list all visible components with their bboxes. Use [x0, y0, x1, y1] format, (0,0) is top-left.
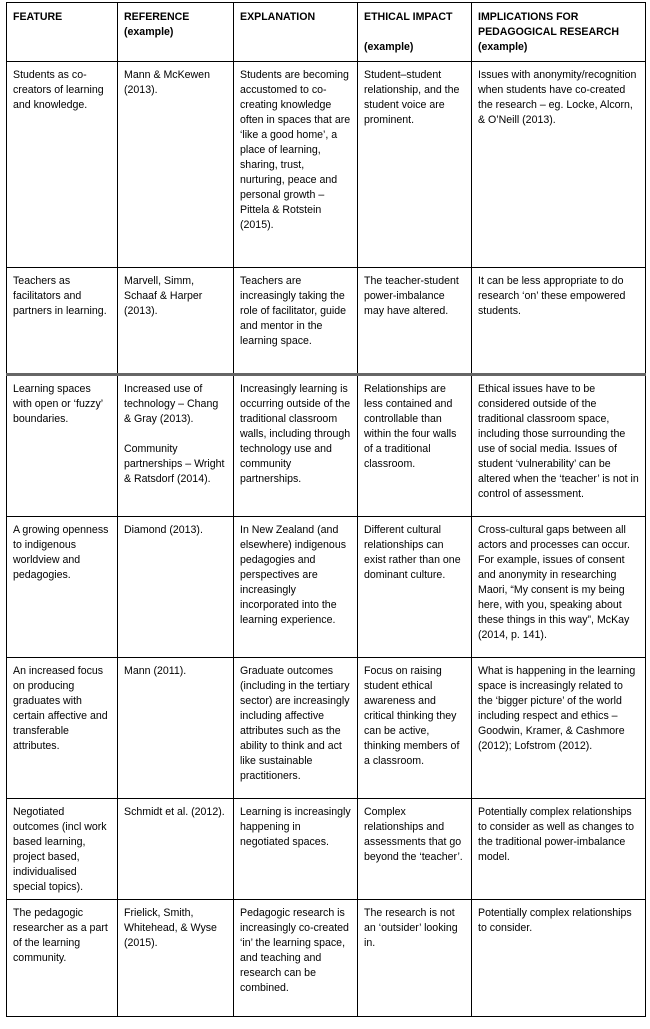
- header-feature: FEATURE: [7, 3, 118, 62]
- ethics-table: [6, 2, 646, 1017]
- cell-explanation: Pedagogic research is increasingly co-created ‘in’ the learning space, and teaching and research can be combined.: [234, 900, 358, 1017]
- cell-explanation: Learning is increasingly happening in negotiated spaces.: [234, 799, 358, 900]
- cell-ethical-impact: Student–student relationship, and the student voice are prominent.: [358, 62, 472, 268]
- cell-explanation: Teachers are increasingly taking the role of facilitator, guide and mentor in the learning space.: [234, 268, 358, 375]
- cell-implications: Cross-cultural gaps between all actors and processes can occur. For example, issues of consent and anonymity in researching Maori, “My consent is my being here, with you, speaking about these things in this way”, McKay (2014, p. 141).: [472, 517, 646, 658]
- table-row: [7, 799, 646, 900]
- cell-ethical-impact: Focus on raising student ethical awareness and critical thinking they can be active, thinking members of a classroom.: [358, 658, 472, 799]
- cell-explanation: Increasingly learning is occurring outside of the traditional classroom walls, including through technology use and community partnerships.: [234, 375, 358, 517]
- cell-reference: Schmidt et al. (2012).: [118, 799, 234, 900]
- header-explanation: EXPLANATION: [234, 3, 358, 62]
- cell-implications: What is happening in the learning space is increasingly related to the ‘bigger picture’ of the world including respect and ethics – Goodwin, Kramer, & Cashmore (2012); Lofstrom (2012).: [472, 658, 646, 799]
- cell-ethical-impact: The teacher-student power-imbalance may have altered.: [358, 268, 472, 375]
- cell-feature: A growing openness to indigenous worldview and pedagogies.: [7, 517, 118, 658]
- cell-reference: Diamond (2013).: [118, 517, 234, 658]
- cell-feature: The pedagogic researcher as a part of the learning community.: [7, 900, 118, 1017]
- reference-line: Increased use of technology – Chang & Gray (2013).: [124, 383, 219, 425]
- cell-ethical-impact: Different cultural relationships can exist rather than one dominant culture.: [358, 517, 472, 658]
- cell-implications: Ethical issues have to be considered outside of the traditional classroom space, including those surrounding the use of social media. Issues of student ‘vulnerability’ can be altered when the ‘teacher’ is not in control of assessment.: [472, 375, 646, 517]
- cell-feature: Students as co-creators of learning and knowledge.: [7, 62, 118, 268]
- cell-explanation: Students are becoming accustomed to co-creating knowledge often in spaces that are ‘like a good home’, a place of learning, sharing, trust, nurturing, peace and personal growth – Pittela & Rotstein (2015).: [234, 62, 358, 268]
- table-row: [7, 517, 646, 658]
- cell-implications: Potentially complex relationships to consider as well as changes to the traditional power-imbalance model.: [472, 799, 646, 900]
- header-reference: REFERENCE (example): [118, 3, 234, 62]
- table-row: [7, 268, 646, 375]
- table-row: [7, 375, 646, 517]
- cell-ethical-impact: Complex relationships and assessments that go beyond the ‘teacher’.: [358, 799, 472, 900]
- cell-reference: Frielick, Smith, Whitehead, & Wyse (2015).: [118, 900, 234, 1017]
- cell-implications: Potentially complex relationships to consider.: [472, 900, 646, 1017]
- cell-reference: Mann & McKewen (2013).: [118, 62, 234, 268]
- reference-line: Community partnerships – Wright & Ratsdorf (2014).: [124, 443, 225, 485]
- cell-explanation: In New Zealand (and elsewhere) indigenous pedagogies and perspectives are increasingly incorporated into the learning experience.: [234, 517, 358, 658]
- cell-reference: Mann (2011).: [118, 658, 234, 799]
- cell-feature: An increased focus on producing graduates with certain affective and transferable attributes.: [7, 658, 118, 799]
- header-row: [7, 3, 646, 62]
- cell-feature: Teachers as facilitators and partners in learning.: [7, 268, 118, 375]
- cell-reference: [118, 375, 234, 517]
- cell-implications: It can be less appropriate to do research ‘on’ these empowered students.: [472, 268, 646, 375]
- header-ethical-impact: ETHICAL IMPACT (example): [358, 3, 472, 62]
- cell-reference: Marvell, Simm, Schaaf & Harper (2013).: [118, 268, 234, 375]
- cell-feature: Negotiated outcomes (incl work based learning, project based, individualised special topics).: [7, 799, 118, 900]
- cell-explanation: Graduate outcomes (including in the tertiary sector) are increasingly including affective attributes such as the ability to think and act like sustainable practitioners.: [234, 658, 358, 799]
- cell-feature: Learning spaces with open or ‘fuzzy’ boundaries.: [7, 375, 118, 517]
- table-row: [7, 900, 646, 1017]
- cell-ethical-impact: Relationships are less contained and controllable than within the four walls of a traditional classroom.: [358, 375, 472, 517]
- header-implications: IMPLICATIONS FOR PEDAGOGICAL RESEARCH (example): [472, 3, 646, 62]
- cell-ethical-impact: The research is not an ‘outsider’ looking in.: [358, 900, 472, 1017]
- table-row: [7, 658, 646, 799]
- table-row: [7, 62, 646, 268]
- cell-implications: Issues with anonymity/recognition when students have co-created the research – eg. Locke, Alcorn, & O’Neill (2013).: [472, 62, 646, 268]
